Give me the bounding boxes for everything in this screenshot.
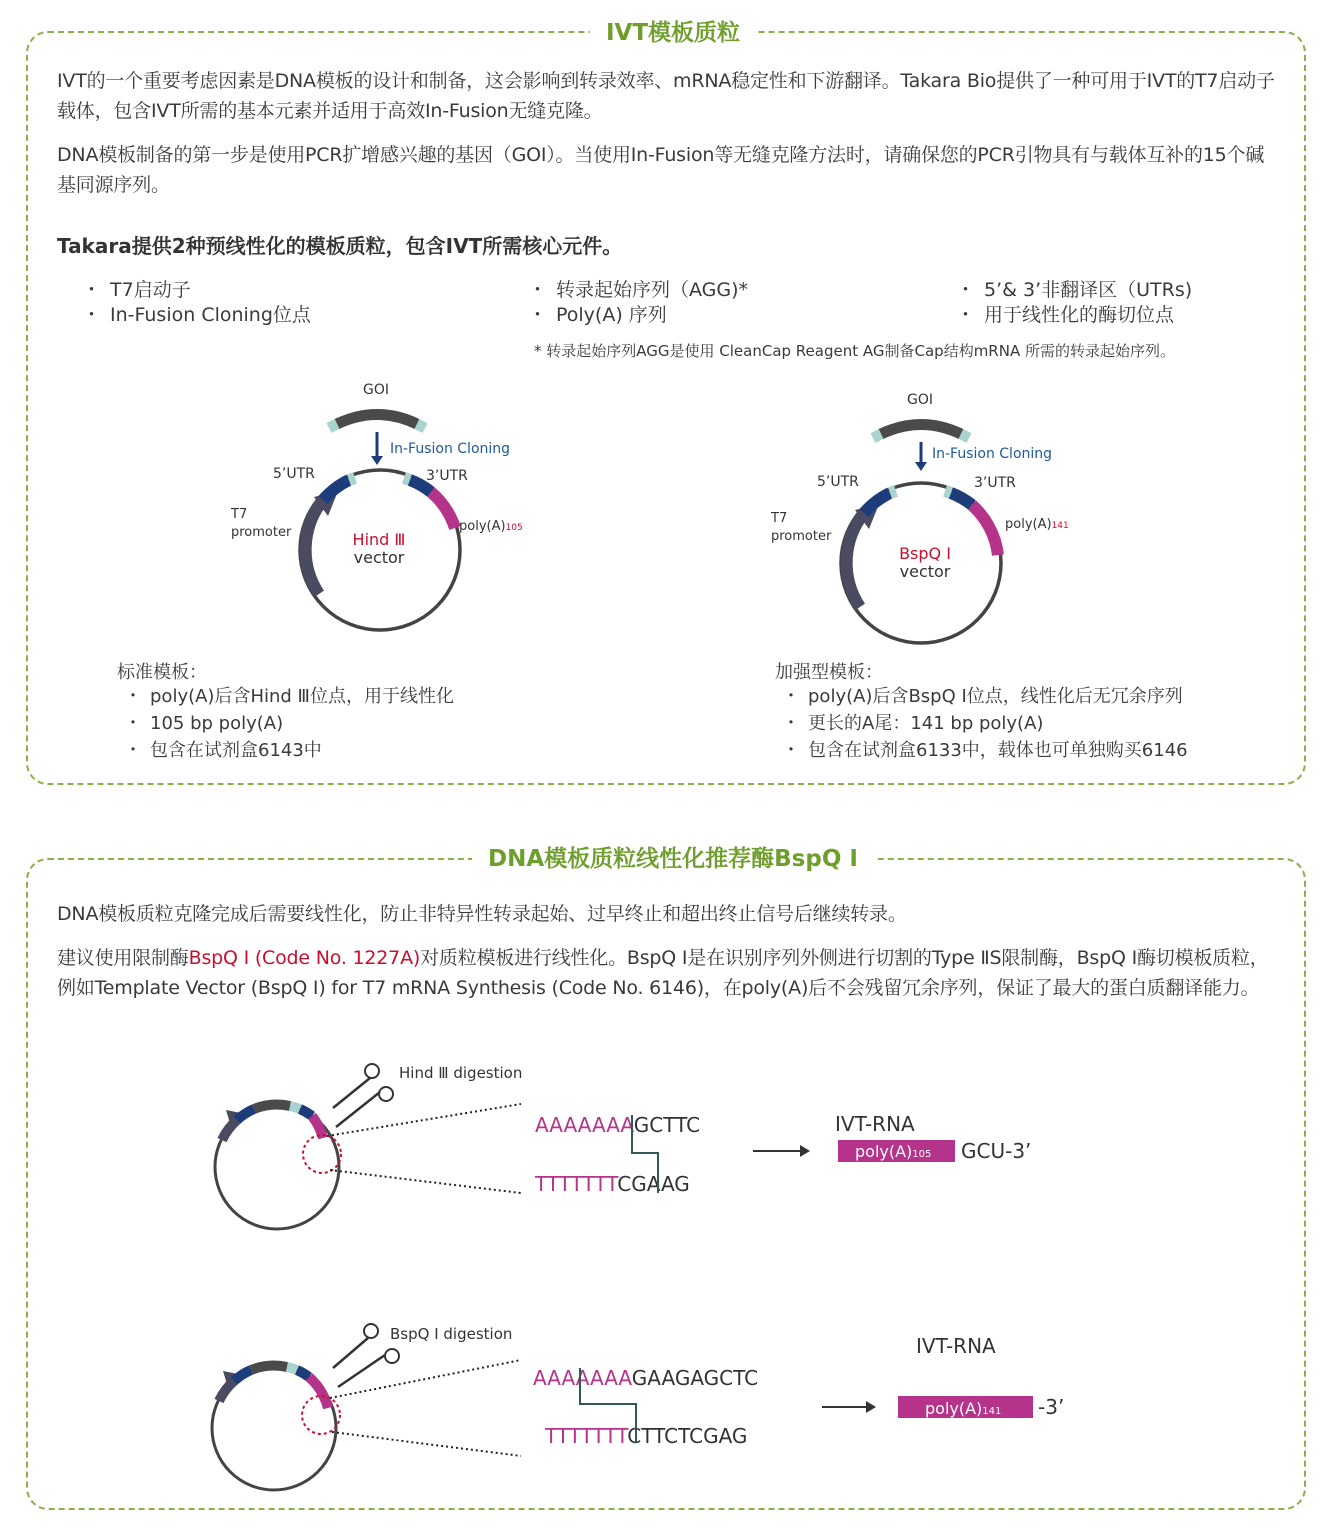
list-item: ・ 包含在试剂盒6143中	[124, 740, 322, 761]
digest1-rna-label: IVT-RNA	[835, 1112, 915, 1136]
vector2-utr3-label: 3’UTR	[974, 475, 1016, 491]
list-item: ・ poly(A)后含BspQ Ⅰ位点，线性化后无冗余序列	[782, 686, 1183, 707]
list-item: ・ 包含在试剂盒6133中，载体也可单独购买6146	[782, 740, 1188, 761]
vector2-vector-label: vector	[899, 562, 951, 581]
section1-para1: IVT的一个重要考虑因素是DNA模板的设计和制备，这会影响到转录效率、mRNA稳定性和下游翻译。Takara Bio提供了一种可用于IVT的T7启动子载体，包含IVT所需的基本元素并适用于高效In-Fusion无缝克隆。	[57, 70, 1275, 122]
vector2-utr5-label: 5’UTR	[817, 474, 859, 490]
section2-para2: 建议使用限制酶BspQ Ⅰ (Code No. 1227A)对质粒模板进行线性化。BspQ Ⅰ是在识别序列外侧进行切割的Type ⅡS限制酶，BspQ Ⅰ酶切模板质粒，例如Template Vector (BspQ Ⅰ) for T7 mRNA Synthesis (Code No. 6146)，在poly(A)后不会残留冗余序列，保证了最大的蛋白质翻译能力。	[57, 947, 1269, 999]
section1-footnote: * 转录起始序列AGG是使用 CleanCap Reagent AG制备Cap结构mRNA 所需的转录起始序列。	[534, 342, 1175, 360]
list-item: ・ 更长的A尾：141 bp poly(A)	[782, 713, 1044, 734]
vector1-promoter-label: promoter	[231, 525, 292, 540]
vector2-polya-label: poly(A)141	[1005, 517, 1069, 532]
vector1-goi-label: GOI	[363, 382, 389, 398]
vector2-promoter-label: T7	[771, 511, 788, 526]
vector2-cloning-label: In-Fusion Cloning	[932, 446, 1053, 462]
digest2-bottom-strand: TTTTTTTCTTCTCGAG	[545, 1424, 748, 1448]
section1-title: IVT模板质粒	[590, 18, 756, 48]
section2-title: DNA模板质粒线性化推荐酶BspQ Ⅰ	[472, 844, 874, 874]
feature-item: ・ T7启动子	[82, 279, 191, 301]
vector2-promoter-label: promoter	[771, 529, 832, 544]
bspq-product-link[interactable]: BspQ Ⅰ (Code No. 1227A)	[188, 947, 421, 969]
digest1-polya-text: poly(A)105	[855, 1142, 932, 1161]
digest1-top-strand: AAAAAAAGCTTC	[535, 1113, 701, 1137]
vector1-cloning-label: In-Fusion Cloning	[390, 441, 511, 457]
section2-para1: DNA模板质粒克隆完成后需要线性化，防止非特异性转录起始、过早终止和超出终止信号后继续转录。	[57, 903, 907, 925]
digest2-polya-text: poly(A)141	[925, 1399, 1002, 1418]
digest2-zoom-line-bottom	[332, 1432, 521, 1456]
vector2-heading: 加强型模板：	[775, 662, 883, 683]
digest2-site-segment	[287, 1367, 297, 1370]
feature-item: ・ Poly(A) 序列	[528, 304, 667, 326]
section1-para2: DNA模板制备的第一步是使用PCR扩增感兴趣的基因（GOI）。当使用In-Fusion等无缝克隆方法时，请确保您的PCR引物具有与载体互补的15个碱基同源序列。	[57, 144, 1265, 196]
digest2-top-strand: AAAAAAAGAAGAGCTC	[533, 1366, 759, 1390]
digest1-bottom-strand: TTTTTTTCGAAG	[535, 1172, 690, 1196]
digest2-utr3-segment	[297, 1370, 309, 1377]
vector2-enzyme-label: BspQ Ⅰ	[899, 544, 951, 563]
list-item: ・ 105 bp poly(A)	[124, 713, 284, 734]
vector2-goi-label: GOI	[907, 392, 933, 408]
digest2-tail: -3’	[1038, 1395, 1065, 1419]
digest1-tail: GCU-3’	[961, 1139, 1032, 1163]
digest2-polya-segment	[309, 1377, 328, 1408]
vector1-promoter-label: T7	[231, 507, 248, 522]
vector1-utr5-label: 5’UTR	[273, 466, 315, 482]
digest2-result-arrowhead	[866, 1401, 876, 1413]
vector1-utr3-label: 3’UTR	[426, 468, 468, 484]
feature-item: ・ In-Fusion Cloning位点	[82, 304, 311, 326]
vector1-heading: 标准模板：	[117, 662, 207, 683]
section1-subheading: Takara提供2种预线性化的模板质粒，包含IVT所需核心元件。	[57, 234, 623, 258]
digest2-goi-segment	[251, 1366, 287, 1370]
digest2-utr5-segment	[234, 1370, 251, 1381]
digest2-zoom-line-top	[330, 1360, 521, 1398]
vector1-vector-label: vector	[353, 548, 405, 567]
list-item: ・ poly(A)后含Hind Ⅲ位点，用于线性化	[124, 686, 454, 707]
feature-item: ・ 转录起始序列（AGG)*	[528, 279, 749, 301]
digest2-rna-label: IVT-RNA	[916, 1334, 996, 1358]
feature-item: ・ 用于线性化的酶切位点	[956, 304, 1175, 326]
feature-item: ・ 5’& 3’非翻译区（UTRs)	[956, 279, 1193, 301]
digest2-enzyme-label: BspQ Ⅰ digestion	[390, 1325, 513, 1343]
digest1-enzyme-label: Hind Ⅲ digestion	[399, 1064, 523, 1082]
vector1-enzyme-label: Hind Ⅲ	[352, 530, 406, 549]
vector1-polya-label: poly(A)105	[459, 519, 523, 534]
